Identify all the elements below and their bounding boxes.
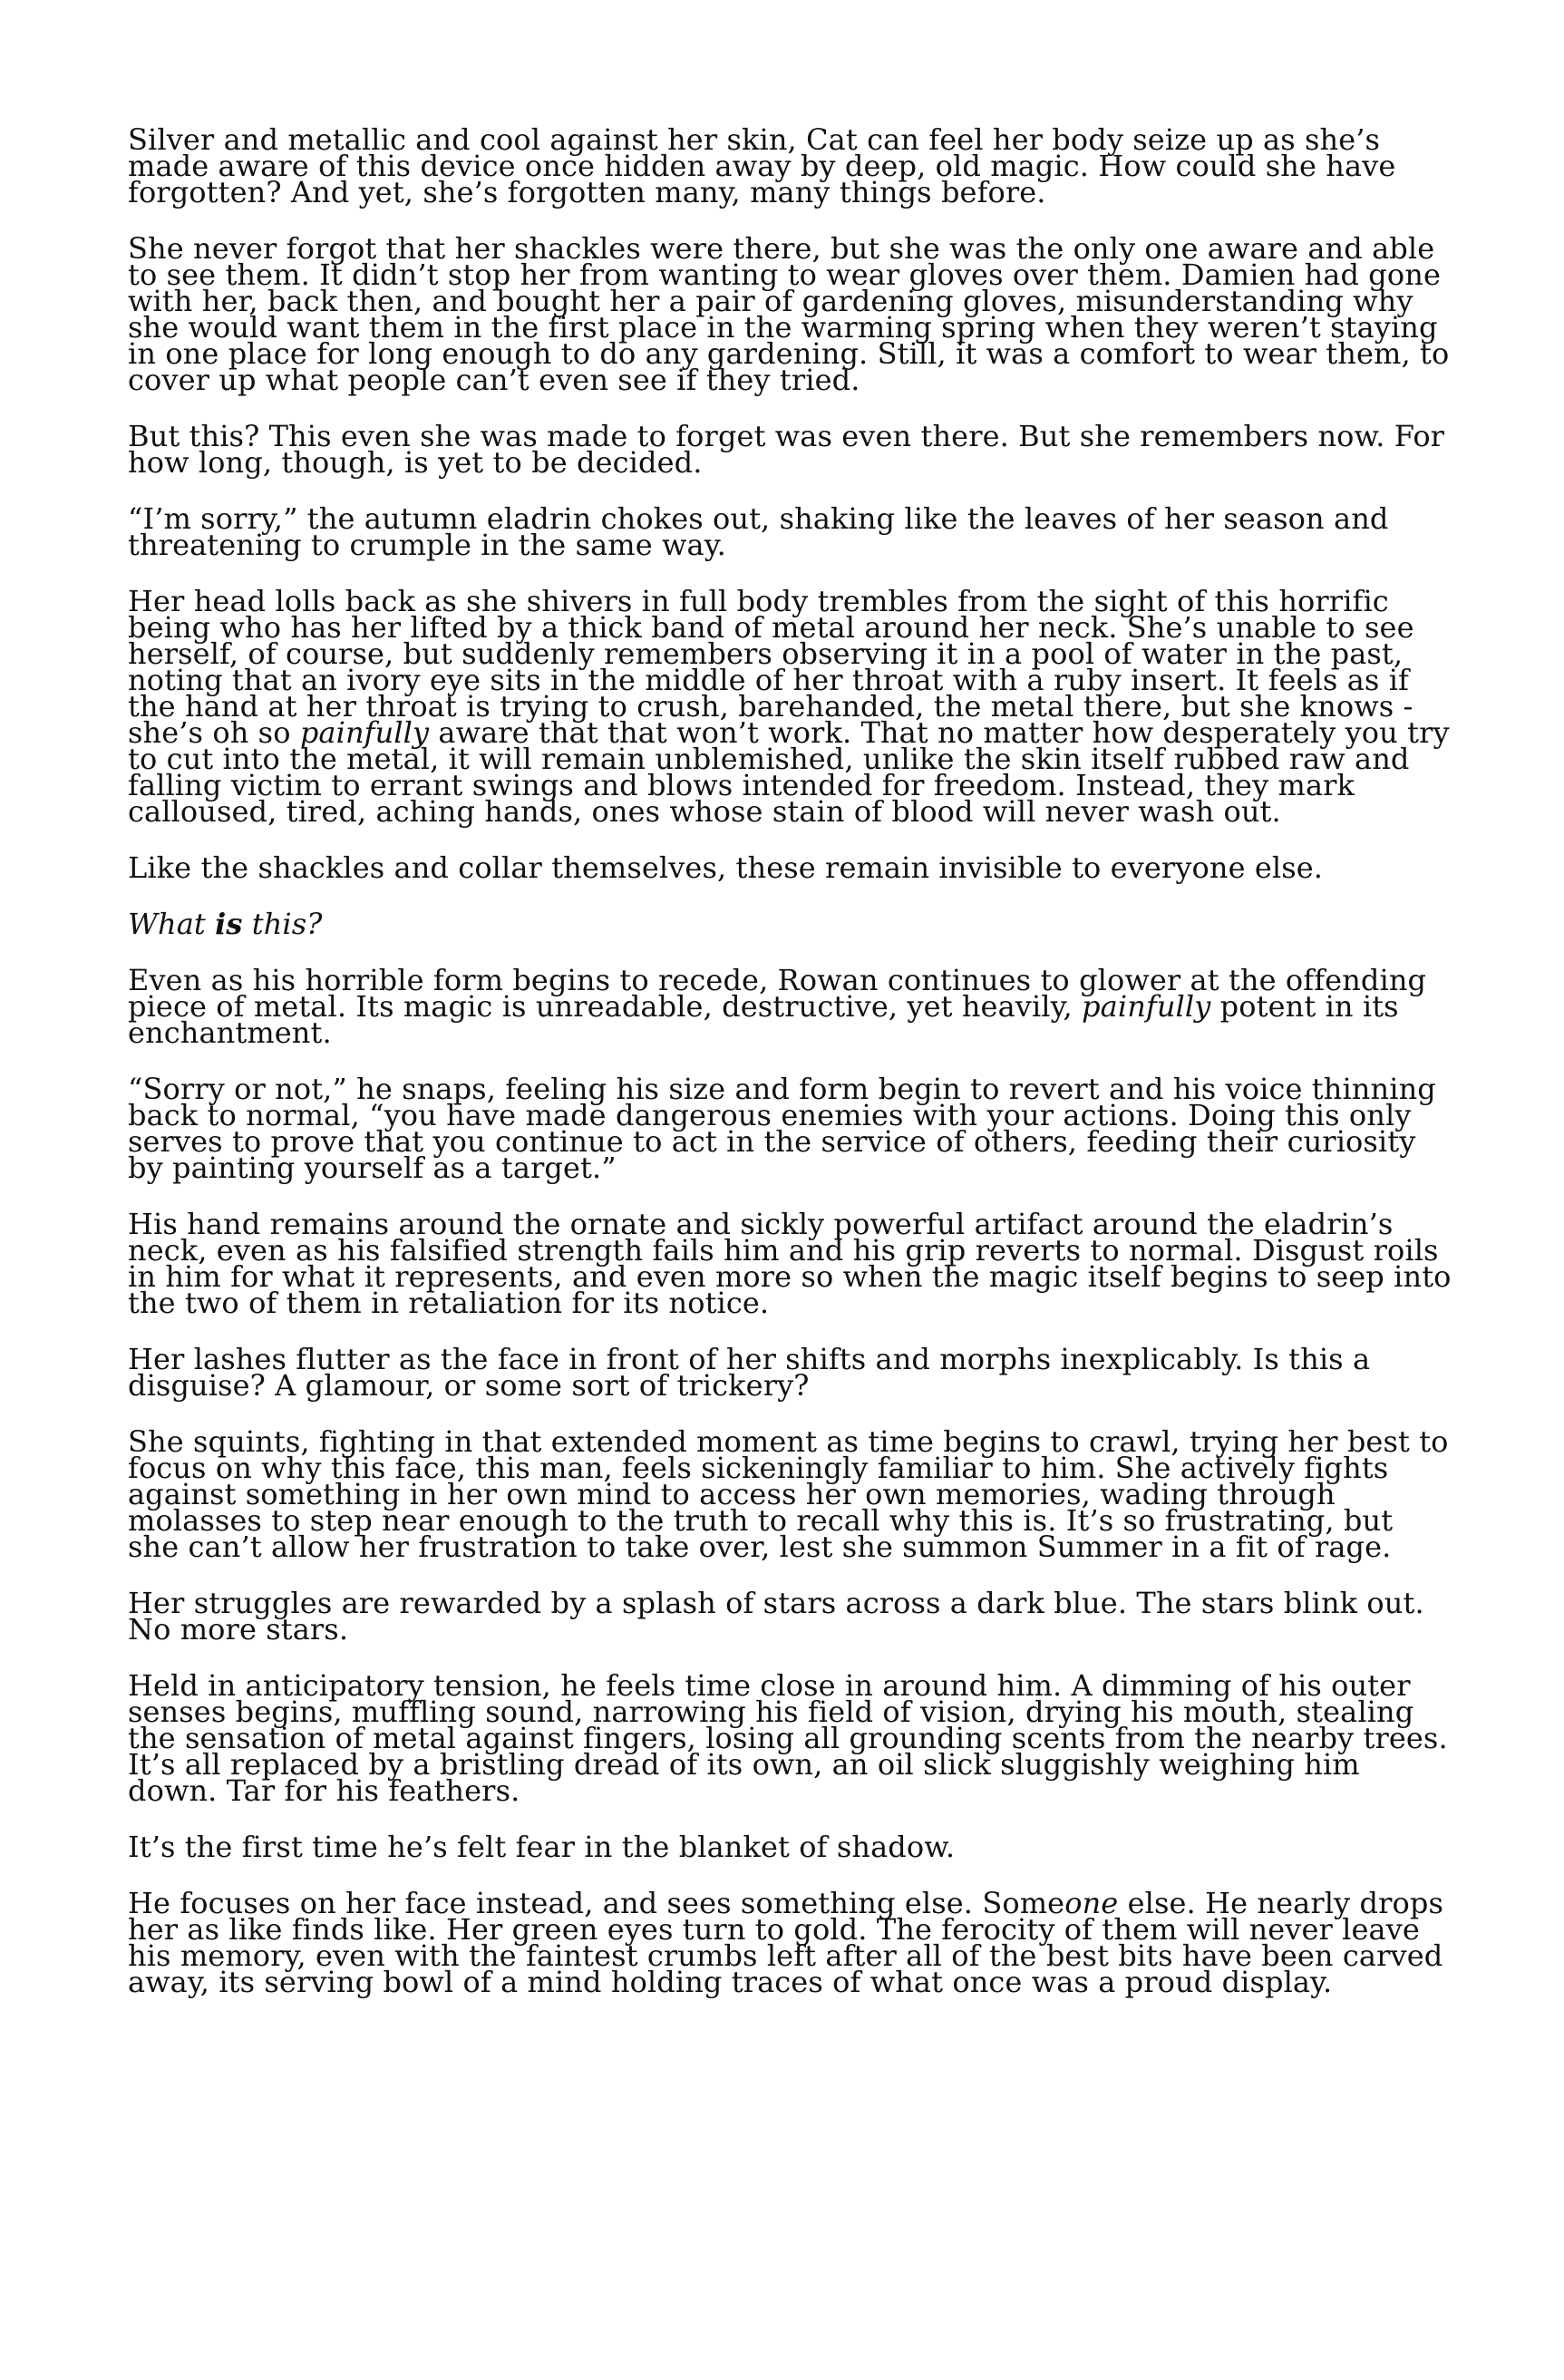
body-paragraph bbox=[128, 963, 1452, 1050]
paragraph-text: aware that that won’t work. That no matter how desperately you try to cut into the metal, it will remain unblemished, unlike the skin itself rubbed raw and falling victim to errant swings and blows intended for freedom. Instead, they mark calloused, tired, aching hands, ones whose stain of blood will never wash out. bbox=[128, 715, 1450, 829]
paragraph-text: It’s the first time he’s felt fear in the blanket of shadow. bbox=[128, 1830, 956, 1864]
body-paragraph bbox=[128, 122, 1452, 209]
body-paragraph bbox=[128, 850, 1452, 885]
bold-italic-text: is bbox=[215, 907, 243, 941]
italic-text: What bbox=[128, 907, 216, 941]
body-paragraph bbox=[128, 419, 1452, 480]
paragraph-text: Her head lolls back as she shivers in full body trembles from the sight of this horrific being who has her lifted by a thick band of metal around her neck. She’s unable to see herself, of course, but suddenly remembers observing it in a pool of water in the past, noting that an ivory eye sits in the middle of her throat with a ruby insert. It feels as if the hand at her throat is trying to crush, barehanded, the metal there, but she knows - she’s oh so bbox=[128, 584, 1414, 750]
paragraph-text: Her lashes flutter as the face in front of her shifts and morphs inexplicably. Is this a disguise? A glamour, or some sort of trickery? bbox=[128, 1342, 1371, 1403]
body-paragraph bbox=[128, 1586, 1452, 1647]
paragraph-text: else. He nearly drops her as like finds like. Her green eyes turn to gold. The ferocity of them will never leave his memory, even with the faintest crumbs left after all of the best bits have been carved away, its serving bowl of a mind holding traces of what once was a proud display. bbox=[128, 1886, 1443, 1999]
body-paragraph bbox=[128, 1830, 1452, 1864]
body-paragraph bbox=[128, 501, 1452, 562]
body-paragraph bbox=[128, 1072, 1452, 1185]
body-paragraph bbox=[128, 1424, 1452, 1564]
paragraph-text: potent in its enchantment. bbox=[128, 989, 1399, 1050]
paragraph-text: Silver and metallic and cool against her skin, Cat can feel her body seize up as she’s made aware of this device once hidden away by deep, old magic. How could she have forgotten? And yet, she’s forgotten many, many things before. bbox=[128, 122, 1396, 209]
body-paragraph bbox=[128, 907, 1452, 941]
italic-text: painfully bbox=[299, 715, 430, 750]
italic-text: this? bbox=[242, 907, 323, 941]
body-paragraph bbox=[128, 584, 1452, 829]
italic-text: painfully bbox=[1082, 989, 1211, 1024]
body-paragraph bbox=[128, 1342, 1452, 1403]
body-paragraph bbox=[128, 1207, 1452, 1320]
paragraph-text: He focuses on her face instead, and sees something else. Some bbox=[128, 1886, 1065, 1920]
body-paragraph bbox=[128, 231, 1452, 397]
paragraph-text: Held in anticipatory tension, he feels time close in around him. A dimming of his outer senses begins, muffling sound, narrowing his field of vision, drying his mouth, stealing the sensation of metal against fingers, losing all grounding scents from the nearby trees. It’s all replaced by a bristling dread of its own, an oil slick sluggishly weighing him down. Tar for his feathers. bbox=[128, 1668, 1448, 1808]
italic-text: one bbox=[1064, 1886, 1119, 1920]
paragraph-text: She squints, fighting in that extended moment as time begins to crawl, trying her best to focus on why this face, this man, feels sickeningly familiar to him. She actively fights against something in her own mind to access her own memories, wading through molasses to step near enough to the truth to recall why this is. It’s so frustrating, but she can’t allow her frustration to take over, lest she summon Summer in a fit of rage. bbox=[128, 1424, 1449, 1564]
body-paragraph bbox=[128, 1886, 1452, 1999]
paragraph-text: “Sorry or not,” he snaps, feeling his size and form begin to revert and his voice thinning back to normal, “you have made dangerous enemies with your actions. Doing this only serves to prove that you continue to act in the service of others, feeding their curiosity by painting yourself as a target.” bbox=[128, 1072, 1436, 1185]
paragraph-text: “I’m sorry,” the autumn eladrin chokes out, shaking like the leaves of her season and threatening to crumple in the same way. bbox=[128, 501, 1389, 562]
paragraph-text: But this? This even she was made to forget was even there. But she remembers now. For how long, though, is yet to be decided. bbox=[128, 419, 1445, 480]
body-paragraph bbox=[128, 1668, 1452, 1808]
paragraph-text: Like the shackles and collar themselves, these remain invisible to everyone else. bbox=[128, 850, 1324, 885]
paragraph-text: She never forgot that her shackles were there, but she was the only one aware and able to see them. It didn’t stop her from wanting to wear gloves over them. Damien had gone with her, back then, and bought her a pair of gardening gloves, misunderstanding why she would want them in the first place in the warming spring when they weren’t staying in one place for long enough to do any gardening. Still, it was a comfort to wear them, to cover up what people can’t even see if they tried. bbox=[128, 231, 1450, 397]
paragraph-text: His hand remains around the ornate and sickly powerful artifact around the eladrin’s neck, even as his falsified strength fails him and his grip reverts to normal. Disgust roils in him for what it represents, and even more so when the magic itself begins to seep into the two of them in retaliation for its notice. bbox=[128, 1207, 1452, 1320]
document-page bbox=[128, 122, 1452, 2025]
paragraph-text: Her struggles are rewarded by a splash of stars across a dark blue. The stars blink out. No more stars. bbox=[128, 1586, 1424, 1647]
paragraph-text: Even as his horrible form begins to recede, Rowan continues to glower at the offending piece of metal. Its magic is unreadable, destructive, yet heavily, bbox=[128, 963, 1427, 1024]
